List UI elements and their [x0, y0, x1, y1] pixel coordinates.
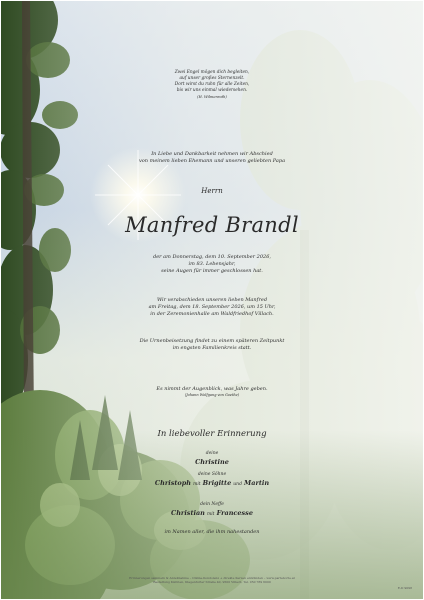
connector-text: und	[233, 482, 242, 487]
urn-block	[60, 338, 364, 352]
partner-name: Brigitte	[202, 479, 232, 487]
urn-line: im engsten Familienkreis statt.	[172, 345, 252, 351]
poem-block	[60, 70, 364, 100]
connector-text: mit	[206, 512, 215, 517]
mourners-intro: In liebevoller Erinnerung	[157, 429, 267, 439]
poem-line: auf unser großes Sternenzelt.	[179, 76, 245, 81]
ceremony-line: Wir verabschieden unseren lieben Manfred	[156, 297, 268, 303]
death-info-line: seine Augen für immer geschlossen hat.	[161, 268, 263, 274]
footer-line: Erinnerungen sammeln & Anteilnahme – Online-Kondolenz + direkte Kerzen entzünden – www.parteborte.at	[129, 576, 295, 580]
footer	[60, 576, 364, 584]
farewell-line: In Liebe und Dankbarkeit nehmen wir Abschied	[151, 151, 273, 157]
poem-line: Zwei Engel mögen dich begleiten,	[174, 70, 250, 75]
poem-author: (H. Wilmenroth)	[197, 95, 227, 99]
quote-block	[60, 386, 364, 398]
urn-line: Die Urnenbeisetzung findet zu einem späteren Zeitpunkt	[139, 338, 285, 344]
quote-author: (Johann Wolfgang von Goethe)	[184, 393, 240, 397]
closing-line: im Namen aller, die ihm nahestanden	[164, 529, 260, 535]
connector-text: mit	[193, 482, 201, 487]
document-code: E-D 9098	[397, 586, 412, 590]
farewell-block	[60, 151, 364, 165]
ceremony-block	[60, 297, 364, 318]
nephew-line	[60, 509, 364, 519]
footer-line: Bestattung Kärnten, Klagenfurter Straße 40, 9500 Villach, Tel. 050 789 6000	[153, 580, 271, 584]
son-name: Martin	[244, 479, 270, 487]
farewell-line: von meinem lieben Ehemann und unseren geliebten Papa	[138, 158, 286, 164]
quote-text: Es nimmt der Augenblick, was Jahre geben.	[156, 386, 268, 392]
son-name: Christoph	[154, 479, 191, 487]
nephew-name: Christian	[171, 509, 205, 517]
wife-name: Christine	[195, 458, 229, 466]
ceremony-line: in der Zeremonienhalle am Waldfriedhof Villach.	[150, 311, 274, 317]
sons-label: deine Söhne	[197, 472, 227, 477]
nephew-partner-name: Francesse	[216, 509, 253, 517]
poem-line: Dort wirst du ruhn für alle Zeiten,	[174, 82, 250, 87]
salutation: Herrn	[201, 187, 223, 195]
wife-label: deine	[205, 451, 219, 456]
ceremony-line: am Freitag, dem 18. September 2026, um 15 Uhr,	[148, 304, 276, 310]
death-info-block	[60, 254, 364, 275]
sons-line	[60, 479, 364, 489]
deceased-name: Manfred Brandl	[125, 213, 299, 237]
death-info-line: im 83. Lebensjahr,	[188, 261, 236, 267]
death-info-line: der am Donnerstag, dem 10. September 2026,	[153, 254, 271, 260]
poem-line: bis wir uns einmal wiedersehen.	[176, 88, 248, 93]
nephew-label: dein Neffe	[200, 502, 224, 507]
